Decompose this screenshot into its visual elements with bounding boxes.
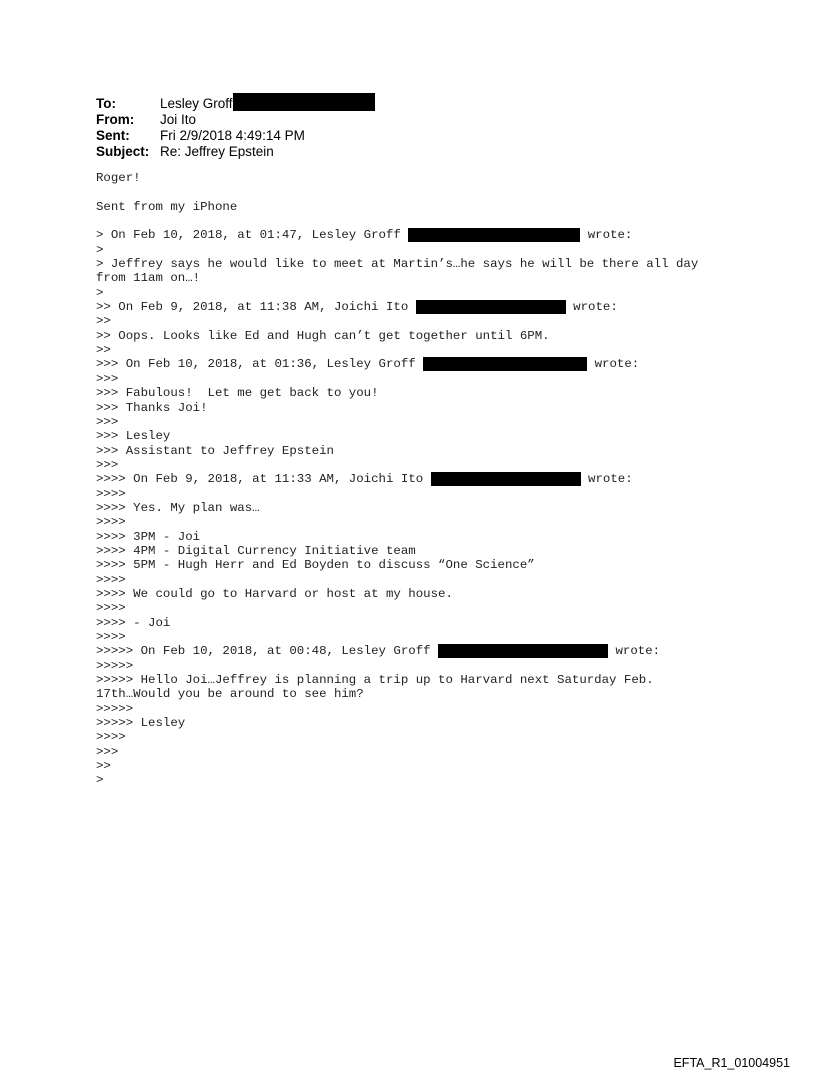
body-line [96,214,698,228]
body-line: from 11am on…! [96,271,201,286]
quoted-header-text: >> On Feb 9, 2018, at 11:38 AM, Joichi Ito [96,300,416,315]
redaction-box [438,644,608,658]
from-row [96,112,375,128]
body-line: >>> Lesley [96,429,171,444]
to-value: Lesley Groff [160,96,233,111]
body-line: >>> [96,414,119,429]
to-label: To: [96,96,116,111]
email-body [96,171,698,788]
from-label: From: [96,112,135,127]
body-line: > [96,773,104,788]
from-value: Joi Ito [160,112,197,127]
body-line: >>>> [96,486,126,501]
body-line: Sent from my iPhone [96,199,238,214]
body-line: >>>> [96,515,126,530]
body-line: >>>> We could go to Harvard or host at my house. [96,586,453,601]
quoted-header-suffix: wrote: [608,644,661,659]
body-line: >>>> Yes. My plan was… [96,500,260,515]
email-header [96,96,375,160]
redaction-box [233,93,375,111]
subject-value: Re: Jeffrey Epstein [160,144,274,159]
body-line: >> [96,343,111,358]
quoted-header-text: >>> On Feb 10, 2018, at 01:36, Lesley Groff [96,357,424,372]
quoted-header-text: >>>> On Feb 9, 2018, at 11:33 AM, Joichi Ito [96,472,431,487]
body-line: >>>> [96,730,126,745]
body-line: Roger! [96,171,141,185]
quoted-header-line [96,472,698,486]
body-line: >>> Assistant to Jeffrey Epstein [96,443,334,458]
body-line: >>> Fabulous! Let me get back to you! [96,386,379,401]
body-line: >>> Thanks Joi! [96,400,208,415]
body-line: 17th…Would you be around to see him? [96,687,364,702]
body-line: > [96,285,104,300]
body-line: >>>> 5PM - Hugh Herr and Ed Boyden to discuss “One Science” [96,558,535,573]
body-line: >>> [96,457,119,472]
subject-label: Subject: [96,144,150,159]
quoted-header-suffix: wrote: [580,472,633,487]
quoted-header-line [96,357,698,371]
subject-row [96,144,375,160]
quoted-header-text: > On Feb 10, 2018, at 01:47, Lesley Groff [96,228,409,243]
body-line: >>>> [96,572,126,587]
body-line: >> [96,314,111,329]
sent-row [96,128,375,144]
document-id: EFTA_R1_01004951 [673,1056,790,1070]
sent-label: Sent: [96,128,130,143]
quoted-header-line [96,228,698,242]
quoted-header-suffix: wrote: [565,300,618,315]
quoted-header-suffix: wrote: [580,228,633,243]
body-line: >>>> 4PM - Digital Currency Initiative team [96,543,416,558]
body-line: >>>> 3PM - Joi [96,529,201,544]
body-line: >> Oops. Looks like Ed and Hugh can’t get together until 6PM. [96,328,550,343]
body-line: >>>> - Joi [96,615,171,630]
redaction-box [408,228,580,242]
quoted-header-suffix: wrote: [587,357,640,372]
sent-value: Fri 2/9/2018 4:49:14 PM [160,128,305,143]
body-line: >>>>> Hello Joi…Jeffrey is planning a trip up to Harvard next Saturday Feb. [96,673,654,688]
quoted-header-text: >>>>> On Feb 10, 2018, at 00:48, Lesley Groff [96,644,439,659]
redaction-box [423,357,587,371]
body-line: > [96,242,104,257]
body-line: > Jeffrey says he would like to meet at Martin’s…he says he will be there all day [96,257,699,272]
body-line: >>>>> [96,701,134,716]
redaction-box [416,300,566,314]
body-line: >>>>> [96,658,134,673]
body-line: >>> [96,744,119,759]
to-row [96,96,375,112]
quoted-header-line [96,644,698,658]
quoted-header-line [96,300,698,314]
redaction-box [431,472,581,486]
body-line: >> [96,759,111,774]
body-line: >>> [96,371,119,386]
body-line: >>>>> Lesley [96,716,186,731]
body-line [96,185,698,199]
body-line: >>>> [96,630,126,644]
body-line: >>>> [96,601,126,616]
